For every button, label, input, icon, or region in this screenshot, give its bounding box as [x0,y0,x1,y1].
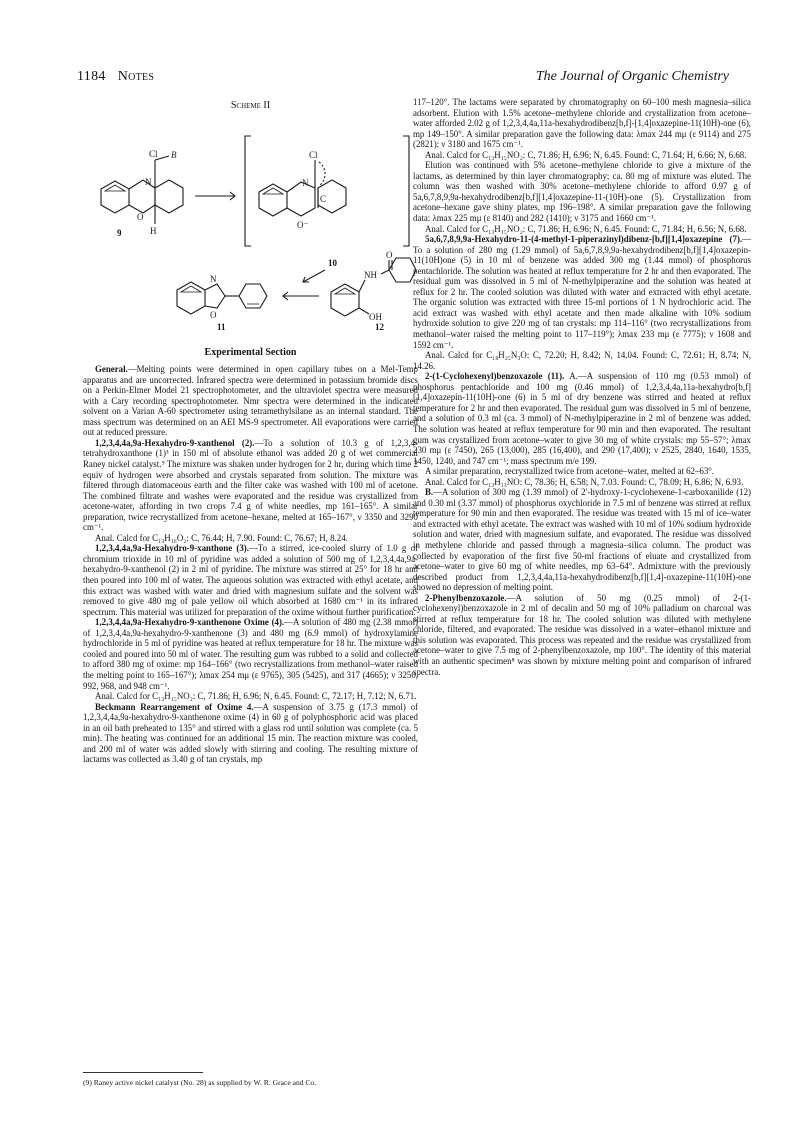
paragraph [83,364,418,438]
n-label-11: N [210,273,217,284]
cl-label-10: Cl [309,149,318,160]
o-label-11: O [210,309,217,320]
paragraph [413,350,751,371]
paragraph [413,477,751,488]
paragraph-text: Elution was continued with 5% acetone–methylene chloride to give a mixture of the lactams, as determined by thin layer chromatography; ca. 80 mg of mixture was eluted. The column was then washed with 30% acetone–methylene chloride to afford 0.97 g of 5a,6,7,8,9,9a-hexahydrodibenz[b,f][1,4]oxazepine-11-(10H)-one (5). Crystallization from acetone–hexane gave shiny plates, mp 196–198°. A similar preparation gave the following data: λmax 225 mμ (ε 8140) and 282 (1410); ν 3175 and 1660 cm⁻¹. [413,160,751,224]
paragraph-text: Anal. Calcd for C₁₃H₁₅NO₂: C, 71.86; H, 6.96; N, 6.45. Found: C, 71.84; H, 6.56; N, 6.68. [425,223,747,234]
paragraph [413,487,751,592]
bracket-left [245,136,251,246]
paragraph-text: —A solution of 300 mg (1.39 mmol) of 2′-hydroxy-1-cyclohexene-1-carboxanilide (12) and 0.30 ml (3.37 mmol) of phosphorus oxychloride in 7.5 ml of benzene was stirred at reflux temperature for 90 min and then evaporated. The residue was treated with 15 ml of ice–water and extracted with ethyl acetate. The extract was washed with 10 ml of 10% sodium hydroxide solution and water, dried with magnesium sulfate, and evaporated. The residue was dissolved in methylene chloride and passed through a magnesia–silica column. The product was collected by evaporation of the first five 50-ml fractions of eluate and crystallized from acetone–water to give 60 mg of white needles, mp 63–64°. Admixture with the previously described product from 1,2,3,4,4a,11a-hexahydrodibenz[b,f][1,4]-oxazepine-11(10H)-one showed no depression of melting point. [413,487,751,593]
paragraph [83,702,418,765]
benzene-ring-12 [331,284,359,316]
paragraph [413,97,751,150]
footnote: (9) Raney active nickel catalyst (No. 28) as supplied by W. R. Grace and Co. [83,1078,317,1087]
paragraph [413,593,751,677]
paragraph [413,224,751,235]
paragraph-text: —To a stirred, ice-cooled slurry of 1.0 g of chromium trioxide in 10 ml of pyridine was added a solution of 500 mg of 1,2,3,4,4a,9a-hexahydro-9-xanthenol (2) in 2 ml of pyridine. The mixture was stirred at 25° for 18 hr and then poured into 100 ml of water. The aqueous solution was extracted with ethyl acetate, and this extract was washed with water and dried with magnesium sulfate and the solvent was removed to give 480 mg of pale yellow oil which absorbed at 1680 cm⁻¹ in its infrared spectrum. This material was utilized for preparation of the oxime without further purification. [83,543,418,617]
paragraph-text: A similar preparation, recrystallized twice from acetone–water, melted at 62–63°. [425,466,715,477]
h-label-9: H [150,225,157,236]
right-column-body [413,97,751,677]
scheme-drawing [83,116,418,332]
paragraph-text: —A solution of 480 mg (2.38 mmol) of 1,2,3,4,4a,9a-hexahydro-9-xanthenone (3) and 480 mg (6.9 mmol) of hydroxylamine hydrochloride in 5 ml of pyridine was heated at reflux temperature for 18 hr. The mixture was cooled and poured into 50 ml of water. The resulting gum was rubbed to a solid and collected to afford 380 mg of oxime: mp 164–166° (two recrystallizations from methanol–water raised the melting point to 165–167°); λmax 254 mμ (ε 9765), 305 (5425), and 317 (4665); ν 3250, 992, 968, and 948 cm⁻¹. [83,617,418,691]
paragraph-text: Anal. Calcd for C₁₈H₂₅N₃O: C, 72.20; H, 8.42; N, 14.04. Found: C, 72.61; H, 8.74; N, 14.26. [413,350,751,371]
page-number: 1184 [77,69,106,84]
bracket-right [403,136,409,246]
paragraph [413,466,751,477]
paragraph [83,438,418,533]
benzene-ring-9 [101,181,129,213]
paragraph-text: —To a solution of 10.3 g of 1,2,3,4-tetrahydroxanthone (1)³ in 150 ml of absolute ethanol was added 20 g of wet commercial Raney nickel catalyst.⁹ The mixture was shaken under hydrogen for 2 hr, during which time 2 equiv of hydrogen were absorbed and crystals separated from solution. The mixture was filtered through diatomaceous earth and the filter cake was washed with 100 ml of acetone. The combined filtrate and washes were evaporated and the residue was crystallized from acetone-water, affording in two crops 7.4 g of white needles, mp 161–165°. A similar preparation, twice recrystallized from acetone–hexane, melted at 165–167°, ν 3350 and 3290 cm⁻¹. [83,437,418,533]
scheme-title: Scheme II [230,100,271,111]
running-header-left [77,69,154,85]
paragraph [83,691,418,702]
benzene-ring-10 [259,184,287,216]
cyclohexane-ring-9 [155,180,183,213]
nh-label-12: NH [364,269,377,280]
n-label-9: N [145,176,152,187]
compound-label-9: 9 [117,227,122,238]
paragraph-text: —A suspension of 3.75 g (17.3 mmol) of 1,2,3,4,4a,9a-hexahydro-9-xanthenone oxime (4) in 60 g of polyphosphoric acid was placed in an oil bath preheated to 135° and stirred with a glass rod until solution was complete (ca. 5 min). The heating was continued for an additional 15 min. The reaction mixture was cooled, and 200 ml of water was added slowly with stirring and cooling. The resulting mixture of lactams was collected as 3.40 g of tan crystals, mp [83,701,418,765]
benzene-ring-11 [177,282,205,314]
paragraph-heading: General. [95,364,128,375]
paragraph-text: —Melting points were determined in open capillary tubes on a Mel-Temp apparatus and are uncorrected. Infrared spectra were determined in potassium bromide discs on a Perkin-Elmer Model 21 spectrophotometer, and the ultraviolet spectra were measured with a Cary recording spectrophotometer. Nmr spectra were determined in the indicated solvent on a Varian A-60 spectrometer using tetramethylsilane as an internal standard. The mass spectrum was determined on an AEI MS-9 spectrometer. All evaporations were carried out at reduced pressure. [83,364,418,438]
cyclohexene-ring-12 [389,258,416,282]
c-label-10: C [320,193,327,204]
o-label-10: O⁻ [297,219,309,230]
paragraph-text: Anal. Calcd for C₁₃H₁₅NO₂: C, 71.86; H, 6.96; N, 6.45. Found: C, 72.17; H, 7.12; N, 6.71. [95,691,417,702]
paragraph-text: —To a solution of 280 mg (1.29 mmol) of 5a,6,7,8,9,9a-hexahydrodibenz[b,f][1,4]oxazepin-11(10H)one (5) in 10 ml of benzene was added 300 mg (1.44 mmol) of phosphorus pentachloride. The solution was heated at reflux temperature for 2 hr and then evaporated. The residual gum was dissolved in 5 ml of N-methylpiperazine and the solution was heated at reflux for 2 hr. The cooled solution was diluted with water and extracted with ethyl acetate. The organic solution was extracted with three 15-ml portions of 1 N hydrochloric acid. The acid extract was washed with ethyl acetate and then made alkaline with 10% sodium hydroxide solution to give 220 mg of tan crystals: mp 114–116° (two recrystallizations from methanol–water raised the melting point to 117–119°); λmax 233 mμ (ε 7775); ν 1608 and 1592 cm⁻¹. [413,234,751,350]
paragraph [83,533,418,544]
left-column [83,97,418,765]
oh-label-12: OH [369,311,382,322]
arrow-10-to-11 [303,270,325,282]
paragraph [413,371,751,466]
paragraph-text: 117–120°. The lactams were separated by chromatography on 60–100 mesh magnesia–silica adsorbent. Elution with 1.5% acetone–methylene chloride and crystallization from acetone–water afforded 2.02 g of 1,2,3,4,4a,11a-hexahydrodibenz[b,f]-[1,4]oxazepine-11(10H)-one (6), mp 149–150°. A similar preparation gave the following data: λmax 244 mμ (ε 9114) and 275 (2821); ν 3180 and 1675 cm⁻¹. [413,97,751,150]
cl-label-9: Cl [149,148,158,159]
paragraph [83,543,418,617]
paragraph-text: Anal. Calcd for C₁₃H₁₆O₂: C, 76.44; H, 7.90. Found: C, 76.67; H, 8.24. [95,532,348,543]
paragraph-heading: 2-(1-Cyclohexenyl)benzoxazole (11). [425,371,565,382]
paragraph-text: —A solution of 50 mg (0.25 mmol) of 2-(1-cyclohexenyl)benzoxazole in 2 ml of decalin and 50 mg of 10% palladium on charcoal was stirred at reflux temperature for 18 hr. The cooled solution was diluted with methylene chloride, filtered, and evaporated. The residue was dissolved in a water–ethanol mixture and this solution was evaporated. This process was repeated and the residue was crystallized from acetone–water to give 7.5 mg of 2-phenylbenzoxazole, mp 100°. The identity of this material with an authentic specimen⁸ was shown by mixture melting point and comparison of infrared spectra. [413,592,751,677]
paragraph-text: Anal. Calcd for C₁₃H₁₅NO₂: C, 71.86; H, 6.96; N, 6.45. Found: C, 71.64; H, 6.66; N, 6.68. [425,149,747,160]
journal-title: The Journal of Organic Chemistry [535,69,729,84]
paragraph-heading: 1,2,3,4,4a,9a-Hexahydro-9-xanthenone Oxime (4). [95,617,285,628]
paragraph-heading: 2-Phenylbenzoxazole. [425,592,507,603]
paragraph-text: A.—A suspension of 110 mg (0.53 mmol) of phosphorus pentachloride and 100 mg (0.46 mmol) of 1,2,3,4,4a,11a-hexahydro[b,f][1,4]oxazepin-11(10H)-one (6) in 5 ml of dry benzene was stirred and heated at reflux temperature for 2 hr and then evaporated. The residual gum was dissolved in 5 ml of benzene, and a solution of 0.3 ml (ca. 3 mmol) of N-methylpiperazine in 2 ml of benzene was added. The solution was heated at reflux temperature for 90 min and then evaporated. The resultant gum was crystallized from acetone–water to give 30 mg of white crystals: mp 55–57°; λmax 230 mμ (ε 7450), 265 (13,000), 285 (16,400), and 290 (17,400); ν 2525, 2840, 1640, 1535, 1450, 1240, and 747 cm⁻¹; mass spectrum m/e 199. [413,371,751,466]
n-label-10: N [302,177,309,188]
right-column [413,97,751,677]
paragraph [413,160,751,223]
paragraph-heading: 1,2,3,4,4a,9a-Hexahydro-9-xanthenol (2). [95,437,255,448]
paragraph [413,150,751,161]
o-label-12: O [386,249,393,260]
footnote-rule [83,1072,203,1073]
compound-label-11: 11 [217,321,226,332]
compound-label-10: 10 [328,257,337,268]
b-label-9: B [171,149,177,160]
paragraph-heading: Beckmann Rearrangement of Oxime 4. [95,701,254,712]
paragraph-heading: B. [425,487,434,498]
experimental-section-title: Experimental Section [204,346,297,358]
left-column-body [83,364,418,765]
o-label-9: O [137,211,144,222]
oxazole-ring-11 [205,284,225,308]
paragraph-heading: 5a,6,7,8,9,9a-Hexahydro-11-(4-methyl-1-piperazinyl)dibenz-[b,f][1,4]oxazepine (7). [425,234,743,245]
paragraph [83,617,418,691]
compound-label-12: 12 [375,321,384,332]
paragraph-text: Anal. Calcd for C₁₃H₁₃NO: C, 78.36; H, 6.58; N, 7.03. Found: C, 78.09; H, 6.86; N, 6.93. [425,476,744,487]
paragraph-heading: 1,2,3,4,4a,9a-Hexahydro-9-xanthone (3). [95,543,249,554]
reaction-scheme [83,116,418,332]
section-name: Notes [117,69,155,84]
paragraph [413,234,751,350]
